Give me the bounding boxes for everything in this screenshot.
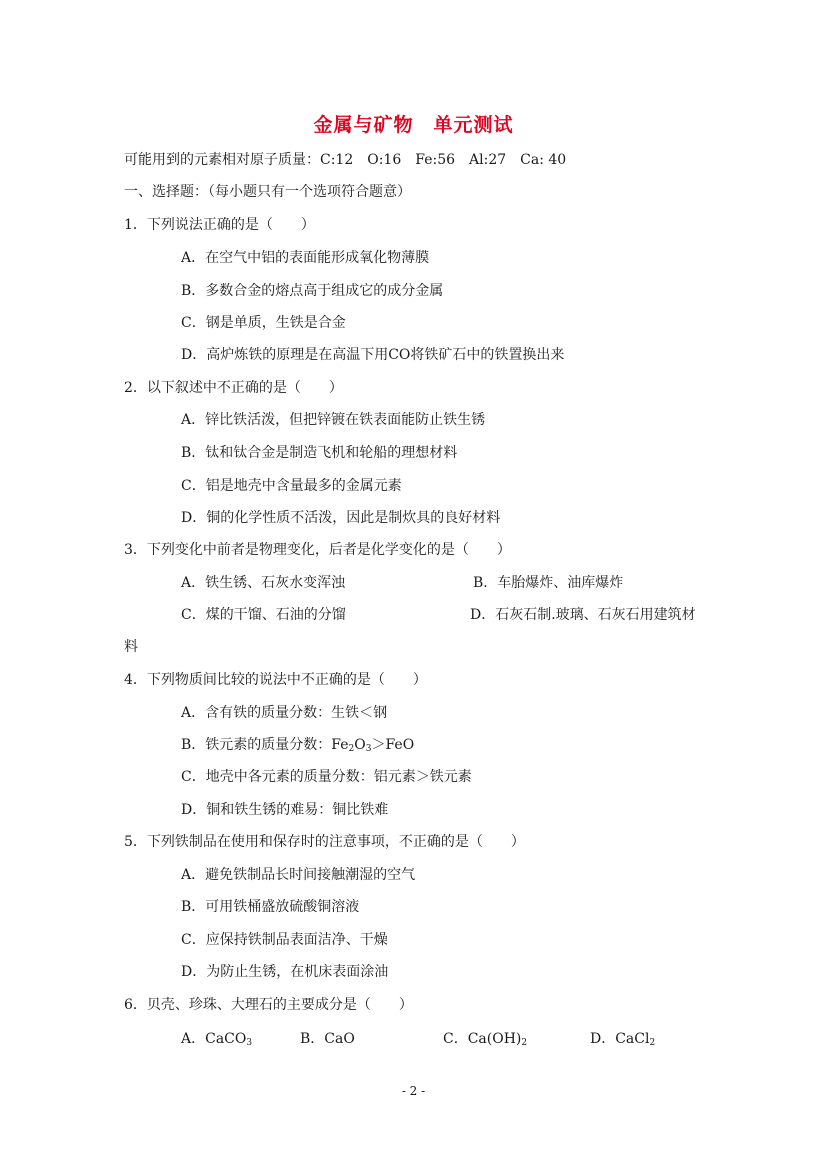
question-3-option-c: C．煤的干馏、石油的分馏 — [181, 607, 346, 623]
question-4-option-a: A．含有铁的质量分数：生铁＜钢 — [181, 705, 388, 721]
question-5-option-b: B．可用铁桶盛放硫酸铜溶液 — [181, 899, 360, 915]
question-1-option-c: C．钢是单质，生铁是合金 — [181, 315, 346, 331]
question-6-option-c — [443, 1029, 527, 1053]
subscript: 2 — [521, 1038, 528, 1048]
question-6-option-c-text: C．Ca(OH) — [443, 1031, 522, 1047]
atomic-mass-note: 可能用到的元素相对原子质量：C:12 O:16 Fe:56 Al:27 Ca: 40 — [124, 152, 567, 168]
question-6-option-a — [181, 1029, 252, 1053]
page-number: - 2 - — [401, 1084, 426, 1098]
question-4-option-b-text: ＞FeO — [371, 737, 415, 753]
question-1-stem: 1．下列说法正确的是（ ） — [124, 217, 315, 233]
question-2-option-b: B．钛和钛合金是制造飞机和轮船的理想材料 — [181, 445, 458, 461]
question-3-option-d-continued: 料 — [124, 639, 138, 655]
question-4-option-b-text: B．铁元素的质量分数：Fe — [181, 737, 349, 753]
question-5-stem: 5．下列铁制品在使用和保存时的注意事项，不正确的是（ ） — [124, 834, 525, 850]
page-title: 金属与矿物 单元测试 — [313, 114, 514, 136]
question-1-option-b: B．多数合金的熔点高于组成它的成分金属 — [181, 283, 444, 299]
section-heading: 一、选择题：（每小题只有一个选项符合题意） — [124, 184, 411, 200]
question-4-option-b-text: O — [354, 737, 366, 753]
question-6-option-b: B．CaO — [300, 1031, 355, 1047]
question-4-option-b — [181, 735, 414, 759]
question-6-option-a-text: A．CaCO — [181, 1031, 247, 1047]
question-5-option-a: A．避免铁制品长时间接触潮湿的空气 — [181, 867, 416, 883]
question-6-stem: 6．贝壳、珍珠、大理石的主要成分是（ ） — [124, 997, 413, 1013]
subscript: 3 — [246, 1038, 253, 1048]
subscript: 2 — [649, 1038, 656, 1048]
subscript: 3 — [365, 744, 372, 754]
question-4-stem: 4．下列物质间比较的说法中不正确的是（ ） — [124, 672, 427, 688]
question-6-option-d-text: D．CaCl — [590, 1031, 650, 1047]
question-3-option-b: B．车胎爆炸、油库爆炸 — [473, 575, 624, 591]
question-4-option-c: C．地壳中各元素的质量分数：铝元素＞铁元素 — [181, 769, 472, 785]
question-2-option-a: A．锌比铁活泼，但把锌镀在铁表面能防止铁生锈 — [181, 412, 486, 428]
question-3-option-d: D．石灰石制.玻璃、石灰石用建筑材 — [470, 607, 696, 623]
question-6-option-d — [590, 1029, 655, 1053]
question-1-option-d: D．高炉炼铁的原理是在高温下用CO将铁矿石中的铁置换出来 — [181, 347, 565, 363]
question-5-option-d: D．为防止生锈，在机床表面涂油 — [181, 964, 389, 980]
question-3-stem: 3．下列变化中前者是物理变化，后者是化学变化的是（ ） — [124, 542, 511, 558]
question-2-stem: 2．以下叙述中不正确的是（ ） — [124, 380, 343, 396]
subscript: 2 — [348, 744, 355, 754]
question-3-option-a: A．铁生锈、石灰水变浑浊 — [181, 575, 346, 591]
question-1-option-a: A．在空气中铝的表面能形成氧化物薄膜 — [181, 250, 430, 266]
question-5-option-c: C．应保持铁制品表面洁净、干燥 — [181, 932, 388, 948]
question-4-option-d: D．铜和铁生锈的难易：铜比铁难 — [181, 802, 389, 818]
question-2-option-d: D．铜的化学性质不活泼，因此是制炊具的良好材料 — [181, 510, 501, 526]
question-2-option-c: C．铝是地壳中含量最多的金属元素 — [181, 478, 402, 494]
